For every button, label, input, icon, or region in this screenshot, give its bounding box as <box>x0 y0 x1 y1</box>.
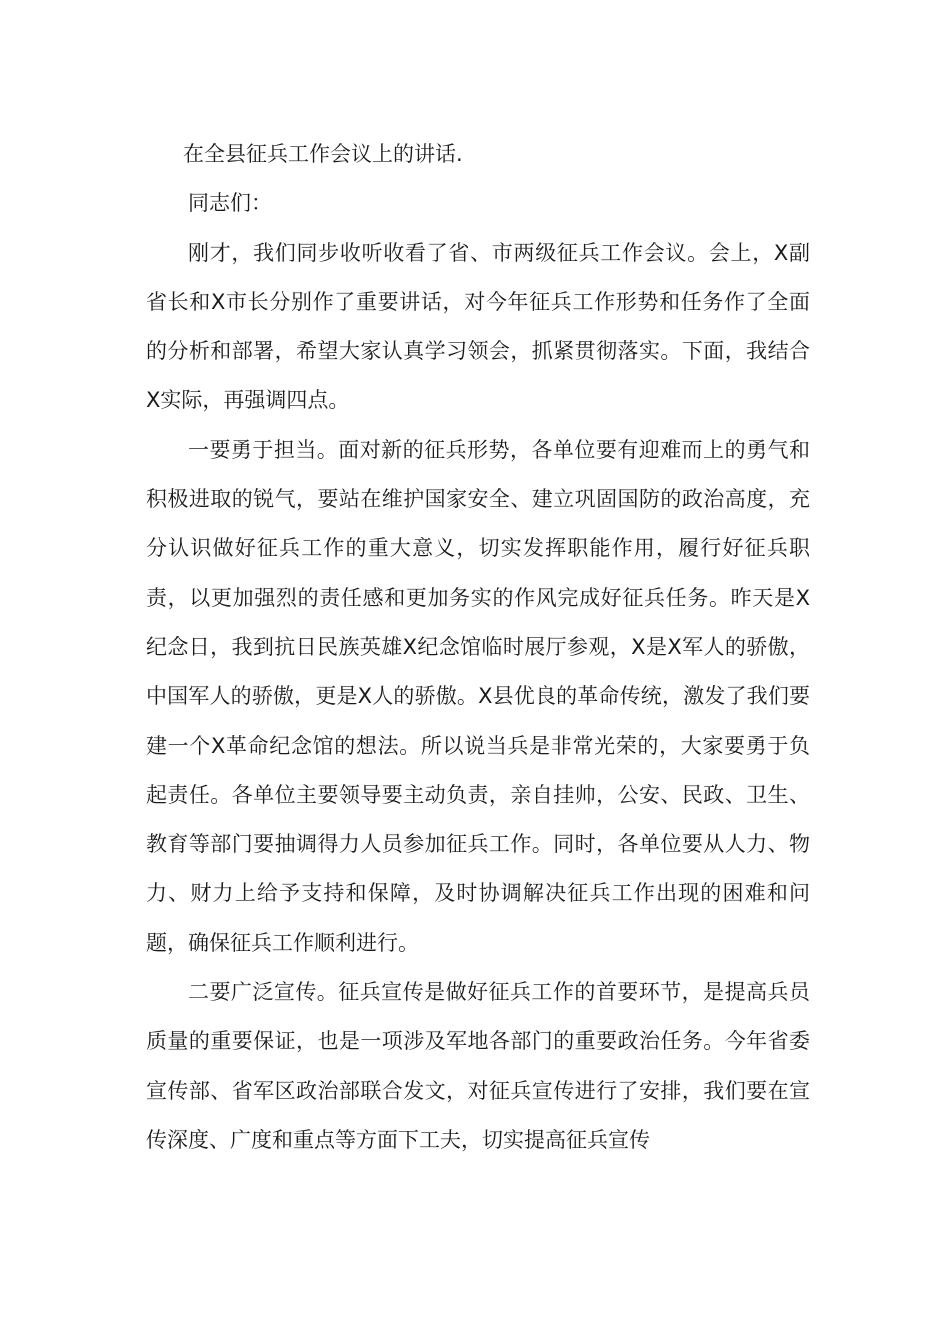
paragraph-opening: 刚才，我们同步收听收看了省、市两级征兵工作会议。会上，X副省长和X市长分别作了重要讲话，对今年征兵工作形势和任务作了全面的分析和部署，希望大家认真学习领会，抓紧贯彻落实。下面，我结合X实际，再强调四点。 <box>146 240 810 413</box>
document-body <box>146 130 810 1165</box>
document-title: 在全县征兵工作会议上的讲话. <box>183 142 463 166</box>
greeting: 同志们： <box>188 191 272 216</box>
paragraph-point-two: 二要广泛宣传。征兵宣传是做好征兵工作的首要环节，是提高兵员质量的重要保证，也是一项涉及军地各部门的重要政治任务。今年省委宣传部、省军区政治部联合发文，对征兵宣传进行了安排，我们要在宣传深度、广度和重点等方面下工夫，切实提高征兵宣传 <box>146 980 810 1152</box>
paragraph-point-one: 一要勇于担当。面对新的征兵形势，各单位要有迎难而上的勇气和积极进取的锐气，要站在维护国家安全、建立巩固国防的政治高度，充分认识做好征兵工作的重大意义，切实发挥职能作用，履行好征兵职责，以更加强烈的责任感和更加务实的作风完成好征兵任务。昨天是X纪念日，我到抗日民族英雄X纪念馆临时展厅参观，X是X军人的骄傲，中国军人的骄傲，更是X人的骄傲。X县优良的革命传统，激发了我们要建一个X革命纪念馆的想法。所以说当兵是非常光荣的，大家要勇于负起责任。各单位主要领导要主动负责，亲自挂帅，公安、民政、卫生、教育等部门要抽调得力人员参加征兵工作。同时，各单位要从人力、物力、财力上给予支持和保障，及时协调解决征兵工作出现的困难和问题，确保征兵工作顺利进行。 <box>146 437 810 955</box>
